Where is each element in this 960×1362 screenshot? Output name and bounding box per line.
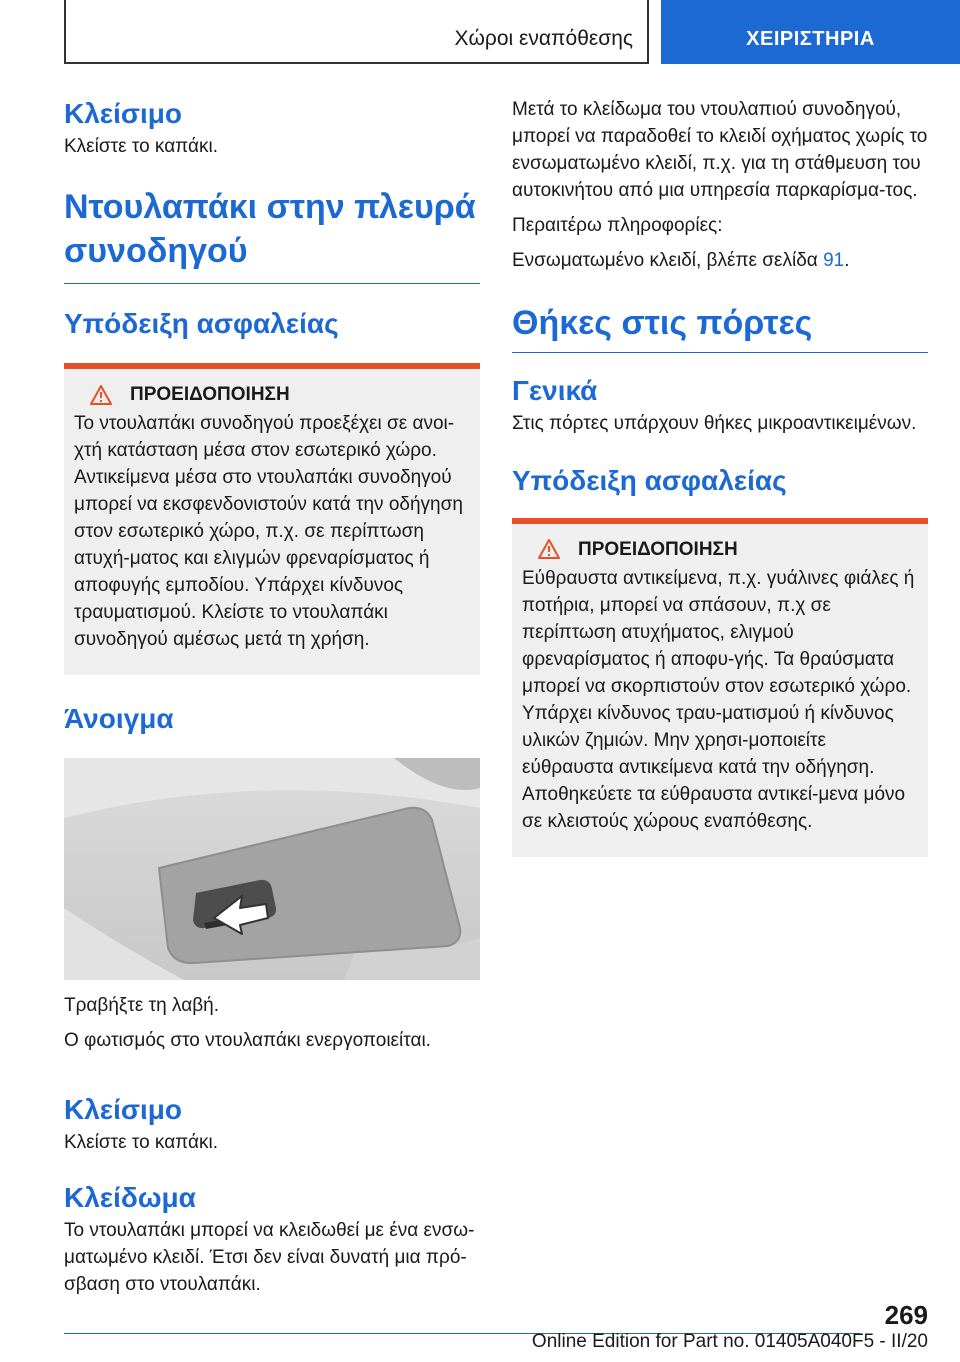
chapter-tab: [661, 0, 960, 64]
warning-box: [64, 363, 480, 675]
locking-heading: Κλείδωμα: [64, 1182, 196, 1214]
warning-header: [74, 381, 470, 408]
opening-heading: Άνοιγμα: [64, 703, 174, 735]
closing-heading-2: Κλείσιμο: [64, 1094, 183, 1126]
opening-text-2: Ο φωτισμός στο ντουλαπάκι ενεργοποιείται.: [64, 1030, 431, 1052]
closing-text-2: Κλείστε το καπάκι.: [64, 1132, 219, 1154]
glovebox-handle-photo: [64, 758, 480, 980]
section-title: Χώροι εναπόθεσης: [454, 27, 633, 50]
page-91-link[interactable]: 91: [823, 250, 845, 271]
right-column: [512, 96, 928, 857]
opening-text-1: Τραβήξτε τη λαβή.: [64, 995, 219, 1017]
warning-text-2: Εύθραυστα αντικείμενα, π.χ. γυάλινες φιάλες ή ποτήρια, μπορεί να σπάσουν, π.χ σε περίπτωση ατυχήματος, ελιγμού φρεναρίσματος ή αποφυ-γής. Τα θραύσματα μπορεί να σκορπιστούν στον εσωτερικό χώρο. Υπάρχει κίνδυνος τραυ-ματισμού ή κίνδυνος υλικών ζημιών. Μην χρησι-μοποιείτε εύθραυστα αντικείμενα κατά την οδήγηση. Αποθηκεύετε τα εύθραυστα αντικεί-μενα μόνο σε κλειστούς χώρους εναπόθεσης.: [522, 567, 915, 832]
page-number: 269: [884, 1300, 928, 1330]
warning-triangle-icon: [90, 385, 112, 405]
warning-label-2: ΠΡΟΕΙΔΟΠΟΙΗΣΗ: [578, 538, 738, 560]
integrated-key-ref-text: Ενσωματωμένο κλειδί, βλέπε σελίδα: [512, 250, 824, 271]
locking-text: Το ντουλαπάκι μπορεί να κλειδωθεί με ένα ενσω-ματωμένο κλειδί. Έτσι δεν είναι δυνατή μια πρό-σβαση στο ντουλαπάκι.: [64, 1220, 475, 1296]
general-heading: Γενικά: [512, 374, 598, 406]
page-header: [0, 0, 960, 66]
integrated-key-ref-end: .: [844, 250, 850, 271]
left-column: [64, 96, 480, 1298]
chapter-title: ΧΕΙΡΙΣΤΗΡΙΑ: [746, 28, 875, 50]
warning-box-2: [512, 518, 928, 857]
safety-heading-2: Υπόδειξη ασφαλείας: [512, 464, 787, 496]
closing-text: Κλείστε το καπάκι.: [64, 136, 219, 157]
more-info-text: Περαιτέρω πληροφορίες:: [512, 215, 723, 236]
warning-label: ΠΡΟΕΙΔΟΠΟΙΗΣΗ: [130, 384, 290, 406]
warning-text: Το ντουλαπάκι συνοδηγού προεξέχει σε ανοι-χτή κατάσταση μέσα στον εσωτερικό χώρο. Αντικείμενα μέσα στο ντουλαπάκι συνοδηγού μπορεί να εκσφενδονιστούν κατά την οδήγηση στον εσωτερικό χώρο, π.χ. σε περίπτωση ατυχή-ματος και ελιγμών φρεναρίσματος ή αποφυγής εμποδίου. Υπάρχει κίνδυνος τραυματισμού. Κλείστε το ντουλαπάκι συνοδηγού αμέσως μετά τη χρήση.: [74, 413, 463, 651]
closing-heading: Κλείσιμο: [64, 98, 183, 129]
glovebox-heading: Ντουλαπάκι στην πλευρά συνοδηγού: [64, 186, 480, 284]
safety-heading: Υπόδειξη ασφαλείας: [64, 308, 339, 340]
door-pockets-heading: Θήκες στις πόρτες: [512, 302, 928, 353]
locking-continued-text: Μετά το κλείδωμα του ντουλαπιού συνοδηγού, μπορεί να παραδοθεί το κλειδί οχήματος χωρίς το ενσωματωμένο κλειδί, π.χ. για τη στάθμευση του αυτοκινήτου από μια υπηρεσία παρκαρίσμα-τος.: [512, 99, 928, 201]
general-text: Στις πόρτες υπάρχουν θήκες μικροαντικειμένων.: [512, 412, 917, 434]
integrated-key-ref: [512, 247, 928, 274]
warning-triangle-icon: [538, 539, 560, 559]
edition-text: Online Edition for Part no. 01405A040F5 - II/20: [531, 1331, 928, 1352]
warning-header-2: [522, 536, 918, 563]
section-tab: [64, 0, 649, 64]
